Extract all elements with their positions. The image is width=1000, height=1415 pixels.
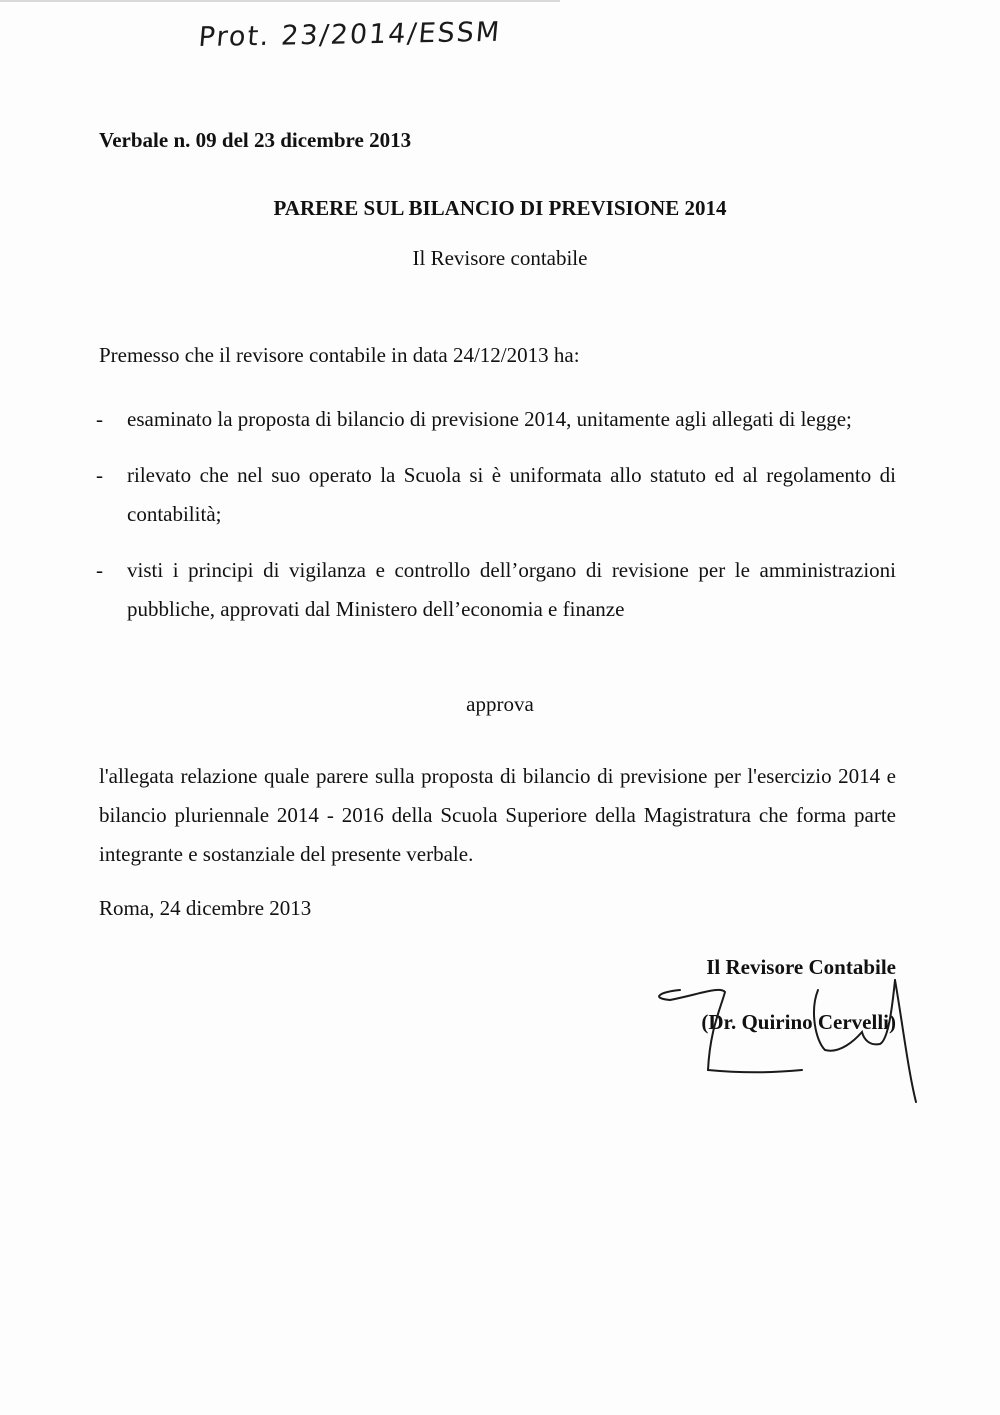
bullet-item <box>96 400 896 439</box>
premise-paragraph: Premesso che il revisore contabile in data 24/12/2013 ha: <box>99 343 580 367</box>
bullet-dash: - <box>96 463 103 487</box>
document-subtitle: Il Revisore contabile <box>412 246 588 270</box>
bullet-item <box>96 456 896 534</box>
date-place: Roma, 24 dicembre 2013 <box>99 896 312 920</box>
bullet-item <box>96 551 896 629</box>
signatory-role: Il Revisore Contabile <box>706 955 896 979</box>
approval-paragraph: l'allegata relazione quale parere sulla proposta di bilancio di previsione per l'esercizio 2014 e bilancio pluriennale 2014 - 2016 della Scuola Superiore della Magistratura che forma parte integrante e sostanziale del presente verbale. <box>99 764 896 866</box>
bullet-text: rilevato che nel suo operato la Scuola si è uniformata allo statuto ed al regolamento di contabilità; <box>127 463 896 526</box>
approval-word: approva <box>466 692 534 716</box>
document-title: PARERE SUL BILANCIO DI PREVISIONE 2014 <box>273 196 727 220</box>
premise-bullet-list <box>96 400 896 646</box>
signature-stroke <box>814 980 895 1051</box>
scan-edge-line <box>0 0 560 2</box>
handwritten-signature <box>640 970 940 1110</box>
signature-stroke <box>895 980 916 1102</box>
signatory-name: (Dr. Quirino Cervelli) <box>701 1010 896 1034</box>
verbale-heading: Verbale n. 09 del 23 dicembre 2013 <box>99 128 412 152</box>
signature-stroke <box>659 990 802 1072</box>
bullet-dash: - <box>96 558 103 582</box>
bullet-dash: - <box>96 407 103 431</box>
bullet-text: visti i principi di vigilanza e controllo dell’organo di revisione per le amministrazioni pubbliche, approvati dal Ministero dell’economia e finanze <box>127 558 896 621</box>
protocol-stamp: Prot. 23/2014/ESSM <box>197 16 503 54</box>
bullet-text: esaminato la proposta di bilancio di previsione 2014, unitamente agli allegati di legge; <box>127 407 852 431</box>
